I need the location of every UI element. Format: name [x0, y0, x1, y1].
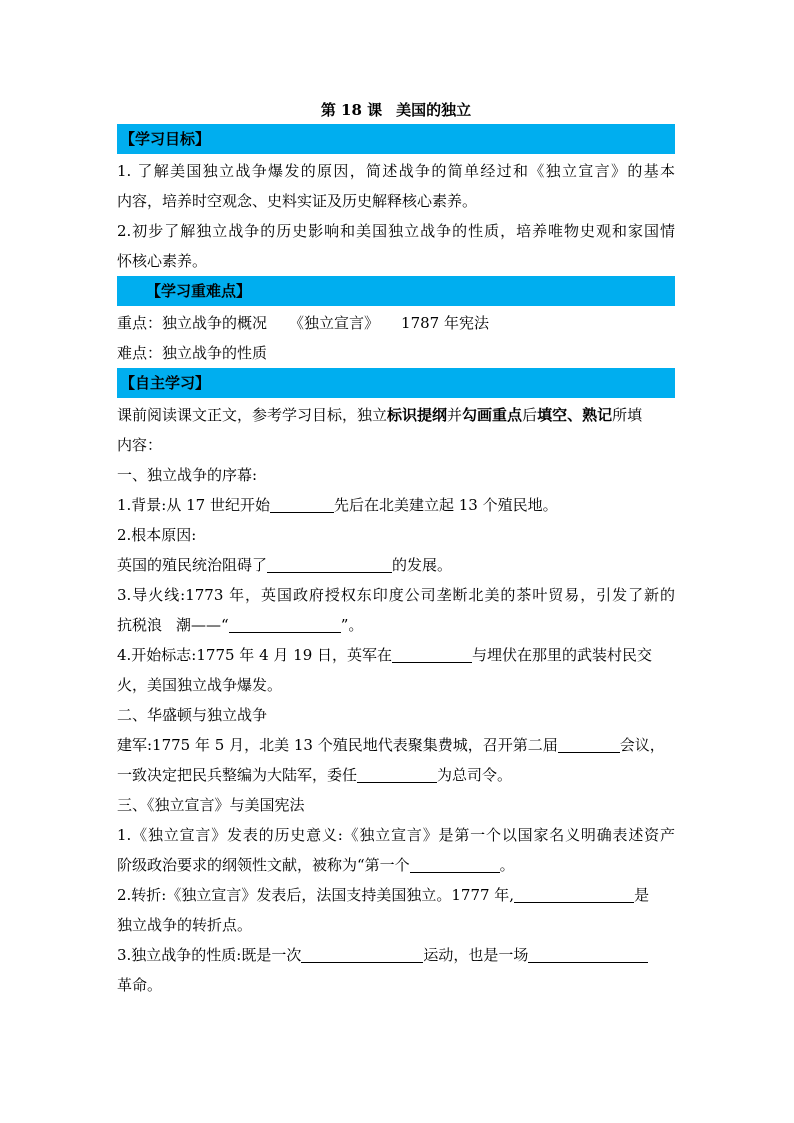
goal-line-2: 内容，培养时空观念、史料实证及历史解释核心素养。	[117, 192, 478, 210]
turning-point-text: 2.转折:《独立宣言》发表后，法国支持美国独立。1777 年,	[117, 886, 515, 904]
intro-bold-fill: 填空、熟记	[537, 406, 613, 424]
root-cause-heading: 2.根本原因:	[117, 526, 197, 544]
background-line	[117, 490, 675, 520]
turning-point-line-1	[117, 880, 675, 910]
significance-line-2	[117, 850, 675, 880]
fill-blank[interactable]	[514, 886, 634, 903]
heading-washington: 二、华盛顿与独立战争	[117, 706, 268, 724]
key-points-header: 【学习重难点】	[117, 276, 675, 306]
intro-text: 课前阅读课文正文，参考学习目标，独立	[117, 406, 388, 424]
background-text: 1.背景:从 17 世纪开始	[117, 496, 270, 514]
fill-blank[interactable]	[357, 766, 437, 783]
nature-line-2: 革命。	[117, 976, 163, 994]
lesson-name: 美国的独立	[396, 101, 472, 119]
intro-line-2: 内容：	[117, 436, 163, 454]
trigger-text: 潮——“	[176, 616, 229, 634]
trigger-line-1: 3.导火线:1773 年，英国政府授权东印度公司垄断北美的茶叶贸易，引发了新的	[117, 586, 675, 604]
army-line-1	[117, 730, 675, 760]
key-point-constitution: 1787 年宪法	[401, 314, 489, 332]
start-text-end: 与埋伏在那里的武装村民交	[472, 646, 653, 664]
significance-text: 阶级政治要求的纲领性文献，被称为“第一个	[117, 856, 410, 874]
nature-text: 运动，也是一场	[423, 946, 529, 964]
turning-point-line-2: 独立战争的转折点。	[117, 916, 253, 934]
intro-text: 后	[522, 406, 538, 424]
goal-line-1: 1. 了解美国独立战争爆发的原因，简述战争的简单经过和《独立宣言》的基本	[117, 162, 675, 180]
fill-blank[interactable]	[528, 946, 648, 963]
intro-text: 并	[447, 406, 463, 424]
start-line-2: 火，美国独立战争爆发。	[117, 676, 283, 694]
army-line-2	[117, 760, 675, 790]
trigger-text-end: ”。	[340, 616, 364, 634]
fill-blank[interactable]	[270, 496, 334, 513]
fill-blank[interactable]	[392, 646, 472, 663]
intro-line-1	[117, 400, 675, 430]
root-cause-text: 英国的殖民统治阻碍了	[117, 556, 268, 574]
page-title	[117, 96, 675, 124]
key-point-label: 重点：独立战争的概况	[117, 314, 268, 332]
trigger-text: 抗税浪	[117, 616, 163, 634]
difficulty-line: 难点：独立战争的性质	[117, 344, 268, 362]
goals-header: 【学习目标】	[117, 124, 675, 154]
root-cause-line	[117, 550, 675, 580]
army-text-end: 会议，	[619, 736, 665, 754]
nature-line-1	[117, 940, 675, 970]
army-text: 一致决定把民兵整编为大陆军，委任	[117, 766, 358, 784]
goal-line-3: 2.初步了解独立战争的历史影响和美国独立战争的性质，培养唯物史观和家国情	[117, 222, 675, 240]
intro-bold-highlight: 勾画重点	[462, 406, 523, 424]
heading-declaration: 三、《独立宣言》与美国宪法	[117, 796, 305, 814]
goal-line-4: 怀核心素养。	[117, 252, 208, 270]
intro-bold-outline: 标识提纲	[387, 406, 448, 424]
fill-blank[interactable]	[267, 556, 392, 573]
fill-blank[interactable]	[229, 616, 341, 633]
background-text-end: 先后在北美建立起 13 个殖民地。	[334, 496, 558, 514]
root-cause-text-end: 的发展。	[392, 556, 453, 574]
key-point-declaration: 《独立宣言》	[289, 314, 380, 332]
key-points-line	[117, 308, 675, 338]
intro-text: 所填	[612, 406, 643, 424]
fill-blank[interactable]	[301, 946, 423, 963]
heading-prelude: 一、独立战争的序幕:	[117, 466, 258, 484]
lesson-number: 第 18 课	[320, 101, 383, 119]
nature-text: 3.独立战争的性质:既是一次	[117, 946, 302, 964]
significance-text-end: 。	[499, 856, 515, 874]
worksheet-page	[117, 96, 675, 1000]
self-study-header: 【自主学习】	[117, 368, 675, 398]
trigger-line-2	[117, 610, 675, 640]
fill-blank[interactable]	[558, 736, 620, 753]
army-text-end: 为总司令。	[437, 766, 513, 784]
start-text: 4.开始标志:1775 年 4 月 19 日，英军在	[117, 646, 393, 664]
significance-line-1: 1.《独立宣言》发表的历史意义:《独立宣言》是第一个以国家名义明确表述资产	[117, 826, 675, 844]
start-line-1	[117, 640, 675, 670]
fill-blank[interactable]	[410, 856, 500, 873]
army-text: 建军:1775 年 5 月，北美 13 个殖民地代表聚集费城，召开第二届	[117, 736, 558, 754]
turning-point-text-end: 是	[634, 886, 650, 904]
